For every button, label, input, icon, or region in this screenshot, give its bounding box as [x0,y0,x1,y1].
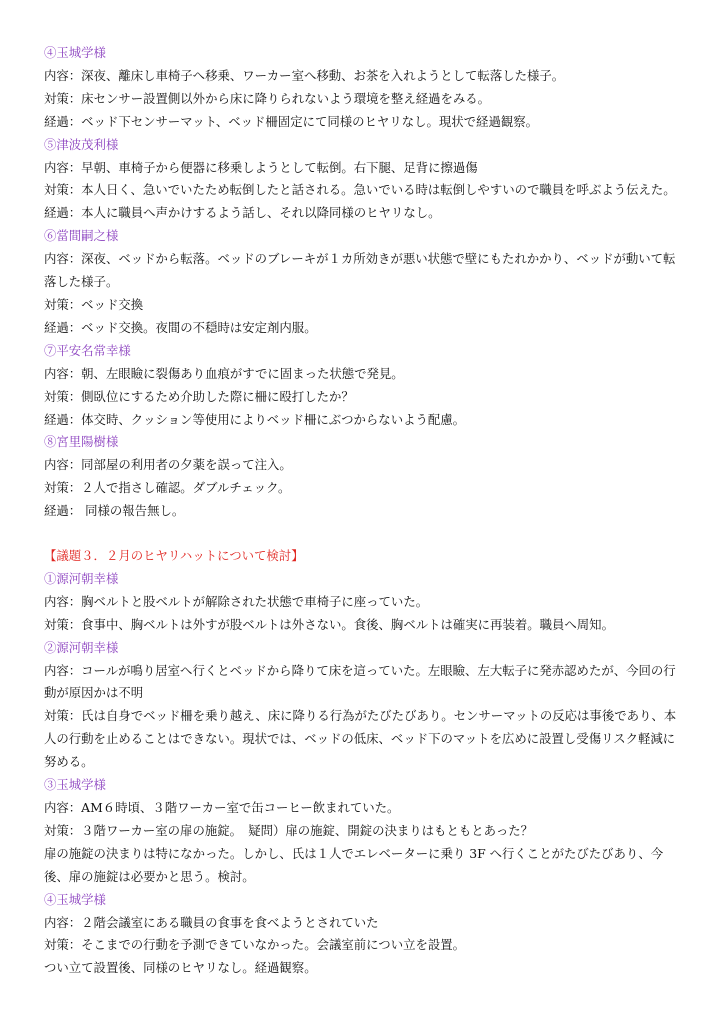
resident-name: ⑥當間嗣之様 [44,228,119,244]
resident-name: ②源河朝幸様 [44,639,119,655]
entry-content: 内容：コールが鳴り居室へ行くとベッドから降りて床を這っていた。左眼瞼、左大転子に発赤認めたが、今回の行動が原因かは不明 [44,662,676,701]
entry-countermeasure: 対策：食事中、胸ベルトは外すが股ベルトは外さない。食後、胸ベルトは確実に再装着。職員へ周知。 [44,616,614,632]
entry-countermeasure: 対策：２人で指さし確認。ダブルチェック。 [44,480,291,496]
entry-progress: 経過：ベッド交換。夜間の不穏時は安定剤内服。 [44,319,317,335]
entry-content: 内容：２階会議室にある職員の食事を食べようとされていた [44,914,379,930]
entry-countermeasure: 対策：床センサー設置側以外から床に降りられないよう環境を整え経過をみる。 [44,90,491,106]
section-heading: 【議題３．２月のヒヤリハットについて検討】 [44,548,304,564]
incident-entry [44,134,684,226]
entry-countermeasure: 対策：ベッド交換 [44,296,144,312]
document-page [44,42,684,980]
entry-countermeasure: 対策：側臥位にするため介助した際に柵に殴打したか？ [44,388,354,404]
entry-progress: 経過：ベッド下センサーマット、ベッド柵固定にて同様のヒヤリなし。現状で経過観察。 [44,113,539,129]
entry-countermeasure: 対策：氏は自身でベッド柵を乗り越え、床に降りる行為がたびたびあり。センサーマットの反応は事後であり、本人の行動を止めることはできない。現状では、ベッドの低床、ベッド下のマットを広めに設置し受傷リスク軽減に努める。 [44,708,677,770]
entry-note: つい立て設置後、同様のヒヤリなし。経過観察。 [44,960,317,976]
resident-name: ①源河朝幸様 [44,570,119,586]
resident-name: ③玉城学様 [44,777,106,793]
incident-entry [44,889,684,981]
resident-name: ⑧宮里陽樹様 [44,434,119,450]
incident-entry [44,42,684,134]
entry-note: 扉の施錠の決まりは特になかった。しかし、氏は１人でエレベーターに乗り 3F へ行くことがたびたびあり、今後、扉の施錠は必要かと思う。検討。 [44,845,664,884]
entry-progress: 経過：本人に職員へ声かけするよう話し、それ以降同様のヒヤリなし。 [44,205,441,221]
entry-progress: 経過： 同様の報告無し。 [44,503,185,519]
entry-content: 内容：深夜、ベッドから転落。ベッドのブレーキが１カ所効きが悪い状態で壁にもたれかかり、ベッドが動いて転落した様子。 [44,251,676,290]
entry-countermeasure: 対策：そこまでの行動を予測できていなかった。会議室前につい立を設置。 [44,937,466,953]
resident-name: ⑤津波茂利様 [44,136,119,152]
incident-entry [44,568,684,637]
resident-name: ⑦平安名常幸様 [44,342,131,358]
resident-name: ④玉城学様 [44,891,106,907]
incident-entry [44,637,684,774]
entry-countermeasure: 対策：本人日く、急いでいたため転倒したと話される。急いでいる時は転倒しやすいので職員を呼ぶよう伝えた。 [44,182,676,198]
entry-content: 内容：深夜、離床し車椅子へ移乗、ワーカー室へ移動、お茶を入れようとして転落した様子。 [44,67,565,83]
entry-countermeasure: 対策：３階ワーカー室の扉の施錠。 疑問）扉の施錠、開錠の決まりはもともとあった？ [44,822,534,838]
entry-content: 内容：胸ベルトと股ベルトが解除された状態で車椅子に座っていた。 [44,593,429,609]
incident-entry [44,340,684,432]
entry-content: 内容：AM６時頃、３階ワーカー室で缶コーヒー飲まれていた。 [44,800,400,815]
incident-entry [44,774,684,889]
entry-content: 内容：同部屋の利用者の夕薬を誤って注入。 [44,457,292,473]
incident-entry [44,225,684,340]
resident-name: ④玉城学様 [44,45,106,60]
incident-entry [44,431,684,523]
entry-progress: 経過：体交時、クッション等使用によりベッド柵にぶつからないよう配慮。 [44,411,466,427]
entry-content: 内容：早朝、車椅子から便器に移乗しようとして転倒。右下腿、足背に擦過傷 [44,159,478,175]
entry-content: 内容：朝、左眼瞼に裂傷あり血痕がすでに固まった状態で発見。 [44,365,404,381]
